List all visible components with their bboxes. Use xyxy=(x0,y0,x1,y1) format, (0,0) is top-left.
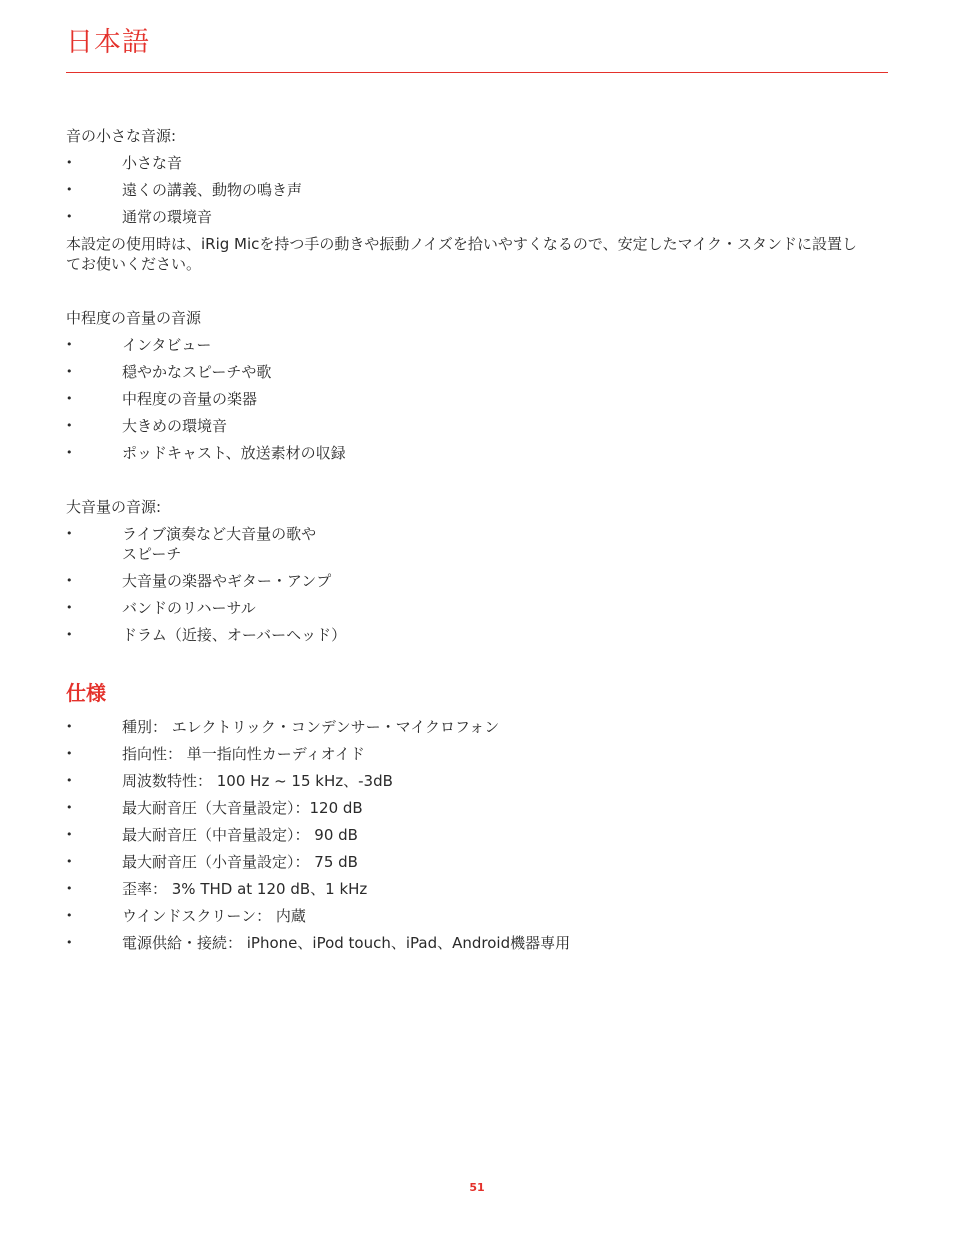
list-item: • ドラム（近接、オーバーヘッド） xyxy=(66,626,347,644)
bullet-icon: • xyxy=(66,574,73,587)
quiet-sources-note xyxy=(66,234,888,274)
list-item: • ライブ演奏など大音量の歌や スピーチ xyxy=(66,525,317,563)
bullet-icon: • xyxy=(66,338,73,351)
list-item: • 最大耐音圧（中音量設定）： 90 dB xyxy=(66,826,358,844)
specs-heading: 仕様 xyxy=(66,681,106,705)
bullet-icon: • xyxy=(66,828,73,841)
list-item: • 小さな音 xyxy=(66,154,183,172)
list-item: • インタビュー xyxy=(66,336,212,354)
list-item: • 最大耐音圧（小音量設定）： 75 dB xyxy=(66,853,358,871)
medium-sources-section xyxy=(66,308,888,463)
bullet-icon: • xyxy=(66,882,73,895)
list-item: • 通常の環境音 xyxy=(66,208,213,226)
loud-sources-list xyxy=(66,524,888,645)
list-item: • 最大耐音圧（大音量設定）：120 dB xyxy=(66,799,363,817)
specs-section xyxy=(66,679,888,953)
bullet-icon: • xyxy=(66,855,73,868)
list-item: • 電源供給・接続： iPhone、iPod touch、iPad、Android機器専用 xyxy=(66,934,571,952)
bullet-icon: • xyxy=(66,156,73,169)
specs-list xyxy=(66,717,888,953)
page-title: 日本語 xyxy=(66,27,150,58)
bullet-icon: • xyxy=(66,365,73,378)
spacer xyxy=(66,652,888,679)
bullet-icon: • xyxy=(66,936,73,949)
bullet-icon: • xyxy=(66,909,73,922)
note-line-1: 本設定の使用時は、iRig Micを持つ手の動きや振動ノイズを拾いやすくなるので、安定したマイク・スタンドに設置し xyxy=(66,235,858,253)
bullet-icon: • xyxy=(66,183,73,196)
document-body xyxy=(66,126,888,960)
list-item: • 遠くの講義、動物の鳴き声 xyxy=(66,181,303,199)
list-item: • 指向性： 単一指向性カーディオイド xyxy=(66,745,365,763)
note-line-2: てお使いください。 xyxy=(66,255,202,273)
bullet-icon: • xyxy=(66,210,73,223)
medium-sources-heading: 中程度の音量の音源 xyxy=(66,309,202,327)
list-item: • ポッドキャスト、放送素材の収録 xyxy=(66,444,346,462)
list-item: • 歪率： 3% THD at 120 dB、1 kHz xyxy=(66,880,368,898)
list-item: • 中程度の音量の楽器 xyxy=(66,390,258,408)
list-item: • 周波数特性： 100 Hz ~ 15 kHz、-3dB xyxy=(66,772,393,790)
bullet-icon: • xyxy=(66,527,73,540)
page-header xyxy=(66,24,888,62)
page-number: 51 xyxy=(469,1181,485,1194)
list-item: • 穏やかなスピーチや歌 xyxy=(66,363,272,381)
bullet-icon: • xyxy=(66,774,73,787)
bullet-icon: • xyxy=(66,601,73,614)
quiet-sources-list xyxy=(66,153,888,227)
quiet-sources-section xyxy=(66,126,888,274)
bullet-icon: • xyxy=(66,446,73,459)
list-item: • 大きめの環境音 xyxy=(66,417,228,435)
bullet-icon: • xyxy=(66,392,73,405)
list-item: • バンドのリハーサル xyxy=(66,599,256,617)
bullet-icon: • xyxy=(66,720,73,733)
bullet-icon: • xyxy=(66,628,73,641)
loud-sources-heading: 大音量の音源: xyxy=(66,498,162,516)
bullet-icon: • xyxy=(66,747,73,760)
loud-sources-section xyxy=(66,497,888,645)
list-item: • 種別： エレクトリック・コンデンサー・マイクロフォン xyxy=(66,718,500,736)
spacer xyxy=(66,470,888,497)
quiet-sources-heading: 音の小さな音源: xyxy=(66,127,177,145)
bullet-icon: • xyxy=(66,801,73,814)
bullet-icon: • xyxy=(66,419,73,432)
medium-sources-list xyxy=(66,335,888,463)
list-item: • 大音量の楽器やギター・アンプ xyxy=(66,572,332,590)
list-item: • ウインドスクリーン： 内蔵 xyxy=(66,907,306,925)
header-divider xyxy=(66,72,888,73)
spacer xyxy=(66,274,888,308)
